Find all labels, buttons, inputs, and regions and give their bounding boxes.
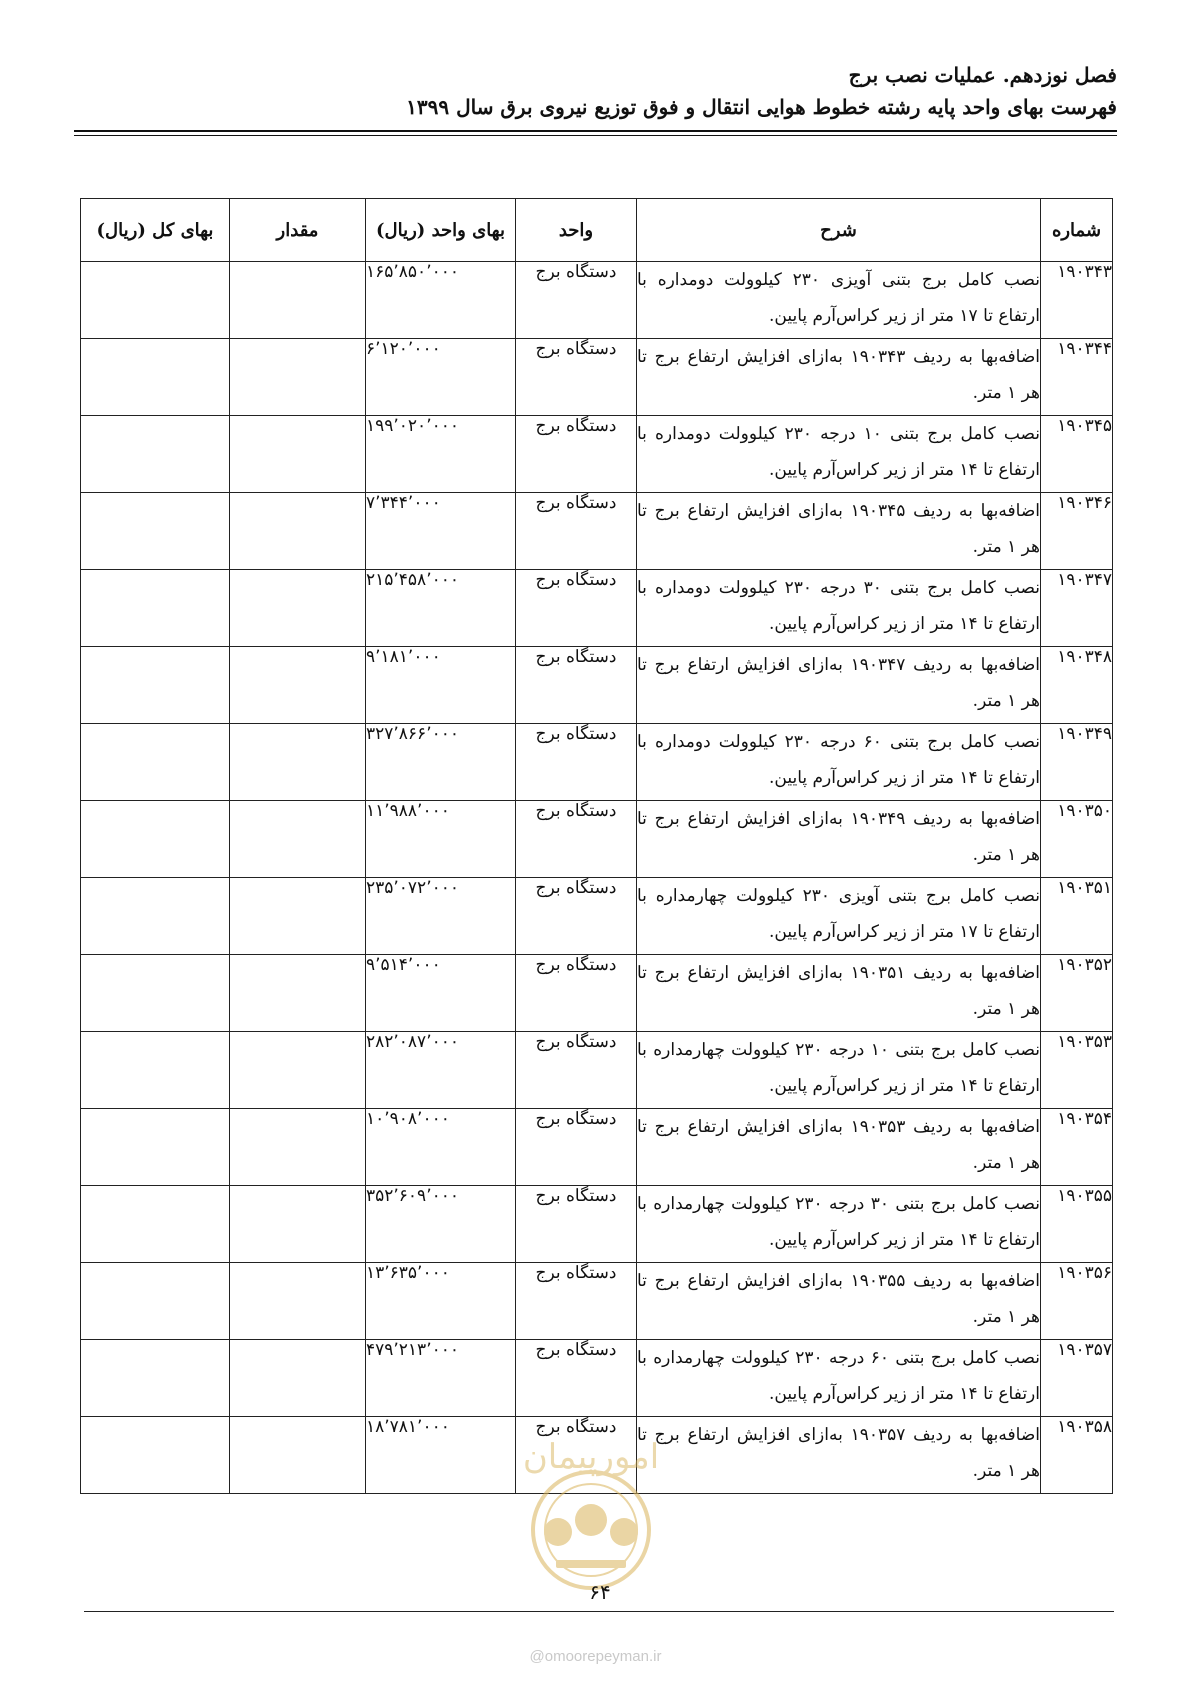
row-description: نصب کامل برج بتنی ۶۰ درجه ۲۳۰ کیلوولت دومداره با ارتفاع تا ۱۴ متر از زیر کراس‌آرم پایین. <box>637 724 1041 801</box>
row-number: ۱۹۰۳۴۳ <box>1041 262 1113 339</box>
table-row <box>81 1340 1113 1417</box>
website-watermark: @omoorepeyman.ir <box>529 1648 662 1665</box>
row-unit: دستگاه برج <box>516 339 637 416</box>
table-row <box>81 647 1113 724</box>
row-total-price <box>81 878 230 955</box>
footer-rule <box>84 1611 1114 1612</box>
row-number: ۱۹۰۳۴۶ <box>1041 493 1113 570</box>
row-unit: دستگاه برج <box>516 955 637 1032</box>
row-total-price <box>81 1109 230 1186</box>
row-total-price <box>81 955 230 1032</box>
row-quantity <box>230 801 366 878</box>
col-header-unit-price: بهای واحد (ریال) <box>366 199 516 262</box>
table-row <box>81 724 1113 801</box>
row-quantity <box>230 1109 366 1186</box>
row-description: نصب کامل برج بتنی ۳۰ درجه ۲۳۰ کیلوولت دومداره با ارتفاع تا ۱۴ متر از زیر کراس‌آرم پایین. <box>637 570 1041 647</box>
row-total-price <box>81 801 230 878</box>
row-number: ۱۹۰۳۴۸ <box>1041 647 1113 724</box>
row-number: ۱۹۰۳۴۴ <box>1041 339 1113 416</box>
col-header-description: شرح <box>637 199 1041 262</box>
row-description: اضافه‌بها به ردیف ۱۹۰۳۵۱ به‌ازای افزایش ارتفاع برج تا هر ۱ متر. <box>637 955 1041 1032</box>
row-unit-price: ۱۸٬۷۸۱٬۰۰۰ <box>366 1417 516 1494</box>
row-quantity <box>230 493 366 570</box>
row-unit-price: ۹٬۱۸۱٬۰۰۰ <box>366 647 516 724</box>
row-number: ۱۹۰۳۵۶ <box>1041 1263 1113 1340</box>
row-unit: دستگاه برج <box>516 1263 637 1340</box>
page-number: ۶۴ <box>589 1580 611 1604</box>
table-row <box>81 1186 1113 1263</box>
row-description: اضافه‌بها به ردیف ۱۹۰۳۵۳ به‌ازای افزایش ارتفاع برج تا هر ۱ متر. <box>637 1109 1041 1186</box>
row-description: اضافه‌بها به ردیف ۱۹۰۳۴۷ به‌ازای افزایش ارتفاع برج تا هر ۱ متر. <box>637 647 1041 724</box>
row-total-price <box>81 1340 230 1417</box>
row-total-price <box>81 647 230 724</box>
page-header <box>77 60 1117 122</box>
row-unit: دستگاه برج <box>516 1417 637 1494</box>
row-unit-price: ۳۲۷٬۸۶۶٬۰۰۰ <box>366 724 516 801</box>
col-header-number: شماره <box>1041 199 1113 262</box>
row-total-price <box>81 724 230 801</box>
row-unit-price: ۳۵۲٬۶۰۹٬۰۰۰ <box>366 1186 516 1263</box>
row-unit-price: ۱۱٬۹۸۸٬۰۰۰ <box>366 801 516 878</box>
row-description: نصب کامل برج بتنی آویزی ۲۳۰ کیلوولت دومداره با ارتفاع تا ۱۷ متر از زیر کراس‌آرم پایین. <box>637 262 1041 339</box>
row-number: ۱۹۰۳۵۲ <box>1041 955 1113 1032</box>
row-quantity <box>230 570 366 647</box>
row-total-price <box>81 1417 230 1494</box>
row-number: ۱۹۰۳۵۸ <box>1041 1417 1113 1494</box>
row-total-price <box>81 416 230 493</box>
row-total-price <box>81 493 230 570</box>
table-row <box>81 339 1113 416</box>
chapter-title: فصل نوزدهم. عملیات نصب برج <box>848 63 1117 87</box>
row-unit-price: ۴۷۹٬۲۱۳٬۰۰۰ <box>366 1340 516 1417</box>
row-number: ۱۹۰۳۴۷ <box>1041 570 1113 647</box>
row-unit: دستگاه برج <box>516 647 637 724</box>
row-unit: دستگاه برج <box>516 1340 637 1417</box>
row-quantity <box>230 955 366 1032</box>
row-unit: دستگاه برج <box>516 1109 637 1186</box>
row-total-price <box>81 1032 230 1109</box>
row-description: اضافه‌بها به ردیف ۱۹۰۳۵۷ به‌ازای افزایش ارتفاع برج تا هر ۱ متر. <box>637 1417 1041 1494</box>
row-total-price <box>81 1263 230 1340</box>
row-description: نصب کامل برج بتنی آویزی ۲۳۰ کیلوولت چهارمداره با ارتفاع تا ۱۷ متر از زیر کراس‌آرم پایین. <box>637 878 1041 955</box>
row-unit: دستگاه برج <box>516 878 637 955</box>
row-unit-price: ۶٬۱۲۰٬۰۰۰ <box>366 339 516 416</box>
row-quantity <box>230 1186 366 1263</box>
row-number: ۱۹۰۳۵۰ <box>1041 801 1113 878</box>
table-row <box>81 493 1113 570</box>
row-description: اضافه‌بها به ردیف ۱۹۰۳۴۹ به‌ازای افزایش ارتفاع برج تا هر ۱ متر. <box>637 801 1041 878</box>
row-description: نصب کامل برج بتنی ۱۰ درجه ۲۳۰ کیلوولت دومداره با ارتفاع تا ۱۴ متر از زیر کراس‌آرم پایین. <box>637 416 1041 493</box>
header-rule-thick <box>74 130 1117 132</box>
row-total-price <box>81 262 230 339</box>
table-row <box>81 1109 1113 1186</box>
row-unit: دستگاه برج <box>516 1186 637 1263</box>
row-unit-price: ۲۱۵٬۴۵۸٬۰۰۰ <box>366 570 516 647</box>
row-quantity <box>230 416 366 493</box>
row-description: نصب کامل برج بتنی ۶۰ درجه ۲۳۰ کیلوولت چهارمداره با ارتفاع تا ۱۴ متر از زیر کراس‌آرم پایین. <box>637 1340 1041 1417</box>
row-description: اضافه‌بها به ردیف ۱۹۰۳۴۵ به‌ازای افزایش ارتفاع برج تا هر ۱ متر. <box>637 493 1041 570</box>
row-total-price <box>81 339 230 416</box>
table-row <box>81 955 1113 1032</box>
row-unit: دستگاه برج <box>516 801 637 878</box>
table-body <box>81 262 1113 1494</box>
row-number: ۱۹۰۳۵۴ <box>1041 1109 1113 1186</box>
row-unit: دستگاه برج <box>516 262 637 339</box>
row-quantity <box>230 724 366 801</box>
row-unit: دستگاه برج <box>516 493 637 570</box>
row-quantity <box>230 878 366 955</box>
row-quantity <box>230 339 366 416</box>
row-quantity <box>230 262 366 339</box>
row-quantity <box>230 1417 366 1494</box>
row-quantity <box>230 1340 366 1417</box>
row-quantity <box>230 1032 366 1109</box>
row-quantity <box>230 647 366 724</box>
row-unit-price: ۷٬۳۴۴٬۰۰۰ <box>366 493 516 570</box>
table-row <box>81 801 1113 878</box>
row-unit-price: ۱۰٬۹۰۸٬۰۰۰ <box>366 1109 516 1186</box>
row-unit-price: ۲۳۵٬۰۷۲٬۰۰۰ <box>366 878 516 955</box>
row-number: ۱۹۰۳۵۵ <box>1041 1186 1113 1263</box>
row-description: نصب کامل برج بتنی ۱۰ درجه ۲۳۰ کیلوولت چهارمداره با ارتفاع تا ۱۴ متر از زیر کراس‌آرم پایین. <box>637 1032 1041 1109</box>
row-description: اضافه‌بها به ردیف ۱۹۰۳۴۳ به‌ازای افزایش ارتفاع برج تا هر ۱ متر. <box>637 339 1041 416</box>
row-number: ۱۹۰۳۵۱ <box>1041 878 1113 955</box>
row-description: اضافه‌بها به ردیف ۱۹۰۳۵۵ به‌ازای افزایش ارتفاع برج تا هر ۱ متر. <box>637 1263 1041 1340</box>
table-row <box>81 416 1113 493</box>
table-row <box>81 878 1113 955</box>
row-number: ۱۹۰۳۵۳ <box>1041 1032 1113 1109</box>
row-unit-price: ۱۶۵٬۸۵۰٬۰۰۰ <box>366 262 516 339</box>
col-header-unit: واحد <box>516 199 637 262</box>
row-number: ۱۹۰۳۴۵ <box>1041 416 1113 493</box>
row-unit-price: ۱۹۹٬۰۲۰٬۰۰۰ <box>366 416 516 493</box>
row-description: نصب کامل برج بتنی ۳۰ درجه ۲۳۰ کیلوولت چهارمداره با ارتفاع تا ۱۴ متر از زیر کراس‌آرم پایین. <box>637 1186 1041 1263</box>
col-header-total-price: بهای کل (ریال) <box>81 199 230 262</box>
table-row <box>81 1032 1113 1109</box>
row-number: ۱۹۰۳۴۹ <box>1041 724 1113 801</box>
row-quantity <box>230 1263 366 1340</box>
table-row <box>81 570 1113 647</box>
row-unit-price: ۱۳٬۶۳۵٬۰۰۰ <box>366 1263 516 1340</box>
row-unit-price: ۲۸۲٬۰۸۷٬۰۰۰ <box>366 1032 516 1109</box>
row-unit: دستگاه برج <box>516 1032 637 1109</box>
svg-text:امورپیمان: امورپیمان <box>522 1437 660 1477</box>
document-subtitle: فهرست بهای واحد پایه رشته خطوط هوایی انتقال و فوق توزیع نیروی برق سال ۱۳۹۹ <box>406 95 1117 119</box>
table-row <box>81 262 1113 339</box>
row-total-price <box>81 570 230 647</box>
row-number: ۱۹۰۳۵۷ <box>1041 1340 1113 1417</box>
row-unit: دستگاه برج <box>516 416 637 493</box>
price-list-table <box>80 198 1113 1494</box>
table-header-row <box>81 199 1113 262</box>
row-unit: دستگاه برج <box>516 724 637 801</box>
header-rule-thin <box>74 135 1117 136</box>
col-header-quantity: مقدار <box>230 199 366 262</box>
row-unit-price: ۹٬۵۱۴٬۰۰۰ <box>366 955 516 1032</box>
row-total-price <box>81 1186 230 1263</box>
table-row <box>81 1263 1113 1340</box>
row-unit: دستگاه برج <box>516 570 637 647</box>
